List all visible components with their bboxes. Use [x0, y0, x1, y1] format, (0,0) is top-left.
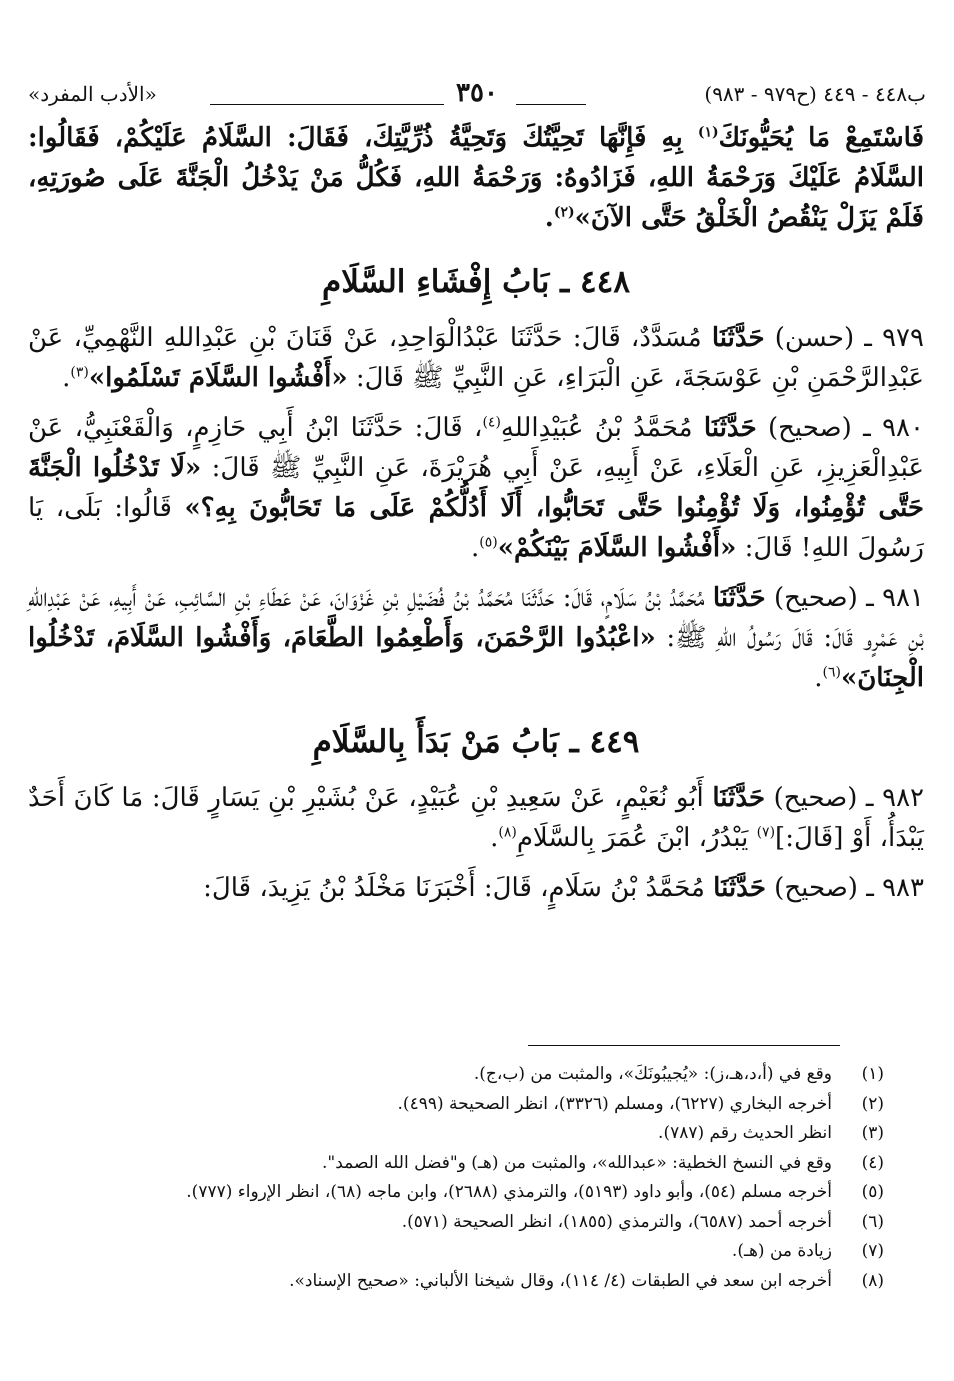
footnotes	[30, 1060, 884, 1296]
footnote-4	[30, 1149, 884, 1179]
intro-paragraph	[28, 118, 924, 238]
footnote-number: (٦)	[861, 1211, 884, 1232]
hadith-number: ٩٨٠ ـ (صحيح)	[756, 413, 924, 443]
footnote-ref-3: (٣)	[70, 364, 89, 381]
main-text	[28, 118, 924, 908]
footnote-text: أخرجه البخاري (٦٢٢٧)، ومسلم (٣٣٢٦)، انظر الصحيحة (٤٩٩).	[397, 1093, 832, 1114]
intro-text-2: بِهِ فَإِنَّهَا تَحِيَّتُكَ وَتَحِيَّةُ ذُرِّيَّتِكَ، فَقَالَ: السَّلَامُ عَلَيْكُمْ، فَقَالُوا: السَّلَامُ عَلَيْكَ وَرَحْمَةُ اللهِ، فَزَادُوهُ: وَرَحْمَةُ اللهِ، فَكُلُّ مَنْ يَدْخُلُ الْجَنَّةَ عَلَى صُورَتِهِ، فَلَمْ يَزَلْ يَنْقُصُ الْخَلْقُ حَتَّى الآنَ»	[28, 123, 924, 233]
footnote-ref-5: (٥)	[479, 534, 498, 551]
hadith-end: .	[471, 533, 480, 563]
footnote-5	[30, 1178, 884, 1208]
hadith-matn: «لَا تَدْخُلُوا الْجَنَّةَ حَتَّى تُؤْمِنُوا، وَلَا تُؤْمِنُوا حَتَّى تَحَابُّوا، أَلَا أَدُلُّكُمْ عَلَى مَا تَحَابُّونَ بِهِ؟»	[28, 453, 924, 523]
footnote-1	[30, 1060, 884, 1090]
hadith-end: .	[814, 663, 823, 693]
hadith-isnad: مُحَمَّدُ بْنُ سَلَامٍ، قَالَ: حَدَّثَنَا مُحَمَّدُ بْنُ فُضَيْلِ بْنِ غَزْوَانَ، عَنْ عَطَاءِ بْنِ السَّائِبِ، عَنْ أَبِيهِ، عَنْ عَبْدِاللهِ بْنِ عَمْرٍو قَالَ: قَالَ رَسُولُ اللهِ ﷺ:	[28, 583, 924, 653]
footnote-ref-2: (٢)	[553, 204, 575, 221]
footnote-ref-7: (٧)	[756, 824, 776, 841]
hadith-980	[28, 408, 924, 568]
hadith-982	[28, 778, 924, 858]
footnote-text: وقع في النسخ الخطية: «عبدالله»، والمثبت من (هـ) و"فضل الله الصمد".	[322, 1152, 832, 1173]
footnote-ref-8: (٨)	[498, 824, 517, 841]
header-rule-right	[516, 104, 586, 105]
footnote-number: (٥)	[861, 1182, 884, 1202]
hadith-isnad: مُحَمَّدُ بْنُ سَلَامٍ، قَالَ: أَخْبَرَنَا مَخْلَدُ بْنُ يَزِيدَ، قَالَ:	[203, 873, 714, 903]
header-rule-left	[210, 104, 444, 105]
footnote-text: وقع في (أ،د،هـ،ز): «يُجيبُونَكَ»، والمثبت من (ب،ج).	[473, 1064, 832, 1084]
haddathana-word: حَدَّثَنَا	[703, 413, 757, 443]
footnote-number: (٨)	[861, 1270, 884, 1291]
chapter-heading-448: ٤٤٨ ـ بَابُ إِفْشَاءِ السَّلَامِ	[322, 264, 630, 300]
haddathana-word: حَدَّثَنَا	[713, 873, 766, 903]
footnote-ref-6: (٦)	[822, 664, 841, 681]
page-number: ٣٥٠	[456, 78, 498, 108]
header-book-title: «الأدب المفرد»	[28, 82, 157, 106]
hadith-matn: «اعْبُدُوا الرَّحْمَنَ، وَأَطْعِمُوا الطَّعَامَ، وَأَفْشُوا السَّلَامَ، تَدْخُلُوا الْجِنَانَ»	[28, 623, 924, 693]
hadith-isnad: أَبُو نُعَيْمٍ، عَنْ سَعِيدِ بْنِ عُبَيْدٍ، عَنْ بُشَيْرِ بْنِ يَسَارٍ قَالَ: مَا كَانَ أَحَدٌ يَبْدَأُ، أَوْ [قَالَ:]	[28, 783, 924, 853]
footnote-6	[30, 1208, 884, 1238]
chapter-heading-449: ٤٤٩ ـ بَابُ مَنْ بَدَأَ بِالسَّلَامِ	[312, 724, 640, 760]
footnote-2	[30, 1090, 884, 1120]
hadith-text: يَبْدُرُ، ابْنَ عُمَرَ بِالسَّلَامِ	[516, 823, 757, 853]
haddathana-word: حَدَّثَنَا	[712, 583, 766, 613]
intro-end: .	[544, 203, 554, 233]
footnote-3	[30, 1119, 884, 1149]
footnote-ref-1: (١)	[697, 124, 719, 141]
hadith-isnad: مُحَمَّدُ بْنُ عُبَيْدِاللهِ	[500, 413, 704, 443]
hadith-981	[28, 578, 924, 698]
hadith-number: ٩٨١ ـ (صحيح)	[765, 583, 924, 613]
hadith-isnad-cont: ، قَالَ: حَدَّثَنَا ابْنُ أَبِي حَازِمٍ، وَالْقَعْنَبِيُّ، عَنْ عَبْدِالْعَزِيزِ، عَنِ الْعَلَاءِ، عَنْ أَبِيهِ، عَنْ أَبِي هُرَيْرَةَ، عَنِ النَّبِيِّ ﷺ قَالَ:	[28, 413, 924, 483]
intro-text-1: فَاسْتَمِعْ مَا يُحَيُّونَكَ	[718, 123, 924, 153]
footnote-text: انظر الحديث رقم (٧٨٧).	[658, 1123, 832, 1143]
haddathana-word: حَدَّثَنَا	[712, 783, 766, 813]
hadith-matn: «أَفْشُوا السَّلَامَ تَسْلَمُوا»	[88, 363, 348, 393]
footnote-number: (١)	[861, 1064, 884, 1084]
footnote-separator	[528, 1045, 840, 1046]
hadith-number: ٩٨٣ ـ (صحيح)	[765, 873, 924, 903]
footnote-ref-4: (٤)	[482, 414, 501, 431]
hadith-end: .	[490, 823, 499, 853]
footnote-text: أخرجه أحمد (٦٥٨٧)، والترمذي (١٨٥٥)، انظر الصحيحة (٥٧١).	[401, 1211, 832, 1232]
footnote-text: أخرجه مسلم (٥٤)، وأبو داود (٥١٩٣)، والترمذي (٢٦٨٨)، وابن ماجه (٦٨)، انظر الإرواء (٧٧٧).	[186, 1182, 832, 1202]
footnote-number: (٧)	[861, 1241, 884, 1261]
hadith-text: قَالُوا: بَلَى، يَا رَسُولَ اللهِ! قَالَ:	[28, 493, 924, 563]
footnote-number: (٢)	[861, 1093, 884, 1114]
haddathana-word: حَدَّثَنَا	[711, 323, 765, 353]
hadith-number: ٩٧٩ ـ (حسن)	[764, 323, 924, 353]
hadith-979	[28, 318, 924, 398]
footnote-number: (٣)	[861, 1123, 884, 1143]
hadith-isnad: مُسَدَّدٌ، قَالَ: حَدَّثَنَا عَبْدُالْوَاحِدِ، عَنْ قَنَانَ بْنِ عَبْدِاللهِ النَّهْمِيِّ، عَنْ عَبْدِالرَّحْمَنِ بْنِ عَوْسَجَةَ، عَنِ الْبَرَاءِ، عَنِ النَّبِيِّ ﷺ قَالَ:	[28, 323, 924, 393]
footnote-7	[30, 1237, 884, 1267]
footnote-text: أخرجه ابن سعد في الطبقات (٤/ ١١٤)، وقال شيخنا الألباني: «صحيح الإسناد».	[289, 1270, 832, 1291]
hadith-matn-2: «أَفْشُوا السَّلَامَ بَيْنَكُمْ»	[497, 533, 737, 563]
hadith-983	[28, 868, 924, 908]
header-hadith-range: ب٤٤٨ - ٤٤٩ (ح٩٧٩ - ٩٨٣)	[704, 82, 926, 106]
footnote-number: (٤)	[861, 1152, 884, 1173]
footnote-text: زيادة من (هـ).	[731, 1241, 832, 1261]
hadith-end: .	[62, 363, 71, 393]
running-header	[28, 80, 926, 114]
footnote-8	[30, 1267, 884, 1297]
hadith-number: ٩٨٢ ـ (صحيح)	[765, 783, 925, 813]
